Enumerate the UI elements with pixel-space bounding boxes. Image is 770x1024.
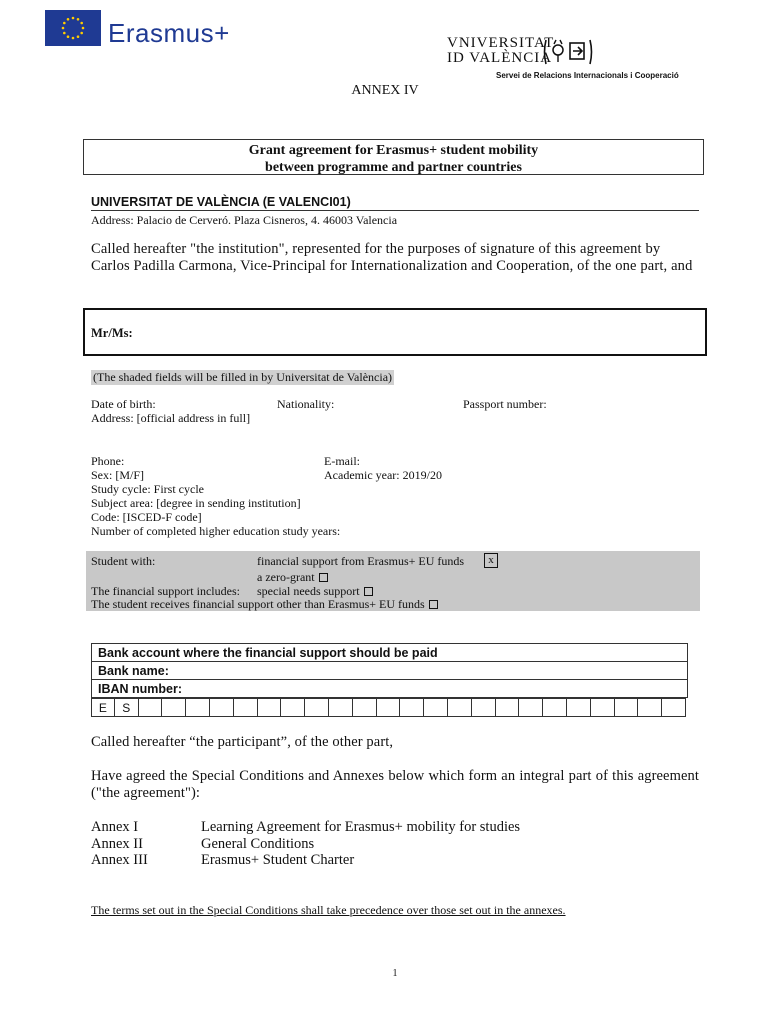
iban-cell[interactable] [353, 698, 377, 717]
iban-cell[interactable] [400, 698, 424, 717]
bank-name-label[interactable]: Bank name: [92, 662, 688, 680]
iban-cell[interactable] [472, 698, 496, 717]
iban-cell[interactable] [567, 698, 591, 717]
agreed-paragraph: Have agreed the Special Conditions and Annexes below which form an integral part of this agreement ("the agreement"): [91, 768, 699, 801]
iban-cell[interactable] [496, 698, 520, 717]
subject-area: Subject area: [degree in sending institution] [91, 496, 301, 510]
sex-label: Sex: [M/F] [91, 468, 145, 482]
annex-item [91, 836, 520, 853]
institution-address: Address: Palacio de Cerveró. Plaza Cisneros, 4. 46003 Valencia [91, 213, 398, 227]
iban-cell[interactable] [448, 698, 472, 717]
eu-funds-option: financial support from Erasmus+ EU funds [257, 554, 465, 568]
participant-name-label: Mr/Ms: [91, 326, 133, 340]
email-label: E-mail: [324, 454, 360, 468]
iban-cell[interactable] [305, 698, 329, 717]
iban-cell[interactable]: S [115, 698, 139, 717]
eu-funds-checkbox[interactable]: x [484, 553, 498, 568]
iban-cell[interactable] [281, 698, 305, 717]
other-support-row [91, 597, 438, 612]
isced-code: Code: [ISCED-F code] [91, 510, 202, 524]
institution-name: UNIVERSITAT DE VALÈNCIA (E VALENCI01) [91, 195, 699, 211]
completed-years-label: Number of completed higher education study years: [91, 524, 341, 538]
address-label: Address: [official address in full] [91, 411, 251, 425]
dob-label: Date of birth: [91, 397, 156, 411]
annex-item [91, 852, 520, 869]
annex-title: ANNEX IV [351, 83, 419, 98]
university-name-line1: VNIVERSITAT [447, 35, 555, 51]
iban-label: IBAN number: [92, 680, 688, 698]
academic-year: Academic year: 2019/20 [324, 468, 442, 482]
annex-id: Annex I [91, 819, 139, 835]
university-name-line2: ID VALÈNCIA [447, 50, 553, 66]
agreement-title-box [83, 139, 704, 175]
passport-label: Passport number: [463, 397, 547, 411]
iban-cell[interactable] [210, 698, 234, 717]
bank-table [91, 643, 688, 698]
iban-cell[interactable] [615, 698, 639, 717]
iban-cell[interactable] [162, 698, 186, 717]
iban-cells [91, 698, 686, 718]
iban-cell[interactable] [543, 698, 567, 717]
iban-cell[interactable] [377, 698, 401, 717]
participant-name-box[interactable] [83, 308, 707, 356]
iban-cell[interactable] [234, 698, 258, 717]
iban-cell[interactable] [662, 698, 686, 717]
iban-cell[interactable] [329, 698, 353, 717]
annex-title: General Conditions [201, 835, 315, 852]
iban-cell[interactable] [186, 698, 210, 717]
university-name [447, 36, 554, 66]
annex-id: Annex II [91, 835, 143, 852]
terms-note: The terms set out in the Special Conditions shall take precedence over those set out in the annexes. [91, 903, 566, 917]
page-number: 1 [392, 968, 398, 979]
erasmus-plus-logo: Erasmus+ [108, 18, 230, 48]
agreement-title-line2: between programme and partner countries [265, 160, 522, 175]
student-with-label: Student with: [91, 554, 156, 568]
special-needs-checkbox[interactable] [364, 587, 373, 596]
agreement-title-line1: Grant agreement for Erasmus+ student mobility [248, 143, 539, 158]
service-name: Servei de Relacions Internacionals i Cooperació [496, 71, 679, 80]
iban-cell[interactable] [591, 698, 615, 717]
zero-grant-row [257, 570, 328, 585]
study-cycle: Study cycle: First cycle [91, 482, 204, 496]
iban-cell[interactable] [424, 698, 448, 717]
eu-flag-icon [45, 10, 101, 46]
iban-cell[interactable] [519, 698, 543, 717]
includes-label: The financial support includes: [91, 584, 240, 598]
iban-cell[interactable] [638, 698, 662, 717]
nationality-label: Nationality: [277, 397, 335, 411]
annex-item [91, 819, 520, 836]
annex-title: Erasmus+ Student Charter [201, 852, 355, 868]
participant-paragraph: Called hereafter “the participant”, of the other part, [91, 734, 394, 750]
special-needs-option: special needs support [257, 584, 360, 598]
zero-grant-option: a zero-grant [257, 570, 315, 584]
institution-paragraph: Called hereafter "the institution", represented for the purposes of signature of this agreement by Carlos Padilla Carmona, Vice-Principal for Internationalization and Cooperation, of the one part, and [91, 241, 693, 274]
annex-list [91, 819, 520, 869]
phone-label: Phone: [91, 454, 125, 468]
other-support-option: The student receives financial support other than Erasmus+ EU funds [91, 597, 425, 611]
other-support-checkbox[interactable] [429, 600, 438, 609]
zero-grant-checkbox[interactable] [319, 573, 328, 582]
iban-cell[interactable] [139, 698, 163, 717]
iban-cell[interactable] [258, 698, 282, 717]
university-logo-icon [542, 38, 594, 71]
bank-header: Bank account where the financial support should be paid [92, 644, 688, 662]
shaded-fields-note: (The shaded fields will be filled in by Universitat de València) [93, 370, 393, 384]
annex-id: Annex III [91, 852, 148, 868]
annex-title: Learning Agreement for Erasmus+ mobility for studies [201, 819, 521, 835]
iban-cell[interactable]: E [91, 698, 115, 717]
